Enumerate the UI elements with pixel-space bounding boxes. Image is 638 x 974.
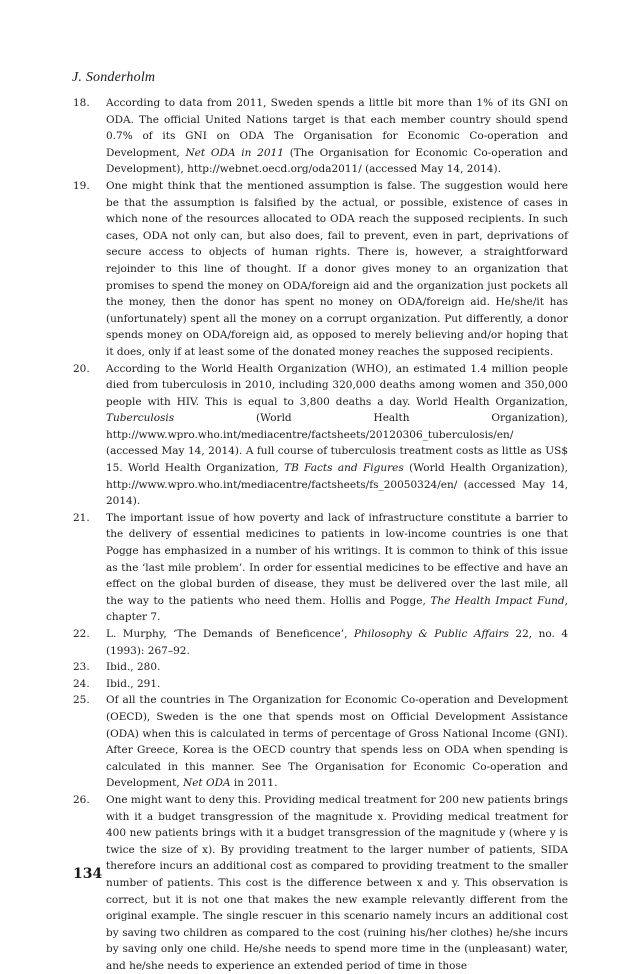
page-number: 134 bbox=[73, 866, 103, 882]
endnote bbox=[73, 676, 568, 693]
endnote bbox=[73, 510, 568, 626]
endnote-text-segment: L. Murphy, ‘The Demands of Beneficence’, bbox=[106, 628, 354, 640]
endnote-number: 20. bbox=[73, 362, 90, 375]
endnote bbox=[73, 95, 568, 178]
endnote-number: 22. bbox=[73, 628, 90, 640]
endnote-number: 24. bbox=[73, 677, 90, 690]
endnote-text-segment: According to data from 2011, Sweden spends a little bit more than 1% of its GNI on ODA. The official United Nations target is that each member country should spend 0.7% of its GNI on ODA The Organisation for Economic Co-operation and Development, bbox=[106, 97, 568, 159]
endnote-text-segment: , chapter 7. bbox=[106, 594, 568, 624]
endnote-text-segment: One might think that the mentioned assumption is false. The suggestion would here be that the assumption is falsified by the actual, or possible, existence of cases in which none of the resources allocated to ODA reach the supposed recipients. In such cases, ODA not only can, but also does, fail to prevent, even in part, deprivations of secure access to objects of human rights. There is, however, a straightforward rejoinder to this line of thought. If a donor gives money to an organization that promises to spend the money on ODA/foreign aid and the organization just pockets all the money, then the donor has spent no money on ODA/foreign aid. He/she/it has (unfortunately) spent all the money on a corrupt organization. Put differently, a donor spends money on ODA/foreign aid, as opposed to merely believing and/or hoping that it does, only if at least some of the donated money reaches the supposed recipients. bbox=[106, 179, 568, 358]
endnote-text-segment: (The Organisation for Economic Co-operation and Development), http://webnet.oecd.org/oda2011/ (accessed May 14, 2014). bbox=[106, 146, 568, 176]
endnote-number: 21. bbox=[73, 511, 90, 524]
endnote-text bbox=[106, 694, 568, 789]
endnote-text-segment: (World Health Organization), http://www.wpro.who.int/mediacentre/factsheets/fs_20050324/en/ (accessed May 14, 2014). bbox=[106, 462, 568, 508]
endnote-italic-segment: The Health Impact Fund bbox=[430, 594, 565, 607]
endnote-text-segment: Of all the countries in The Organization for Economic Co-operation and Development (OECD), Sweden is the one that spends most on Official Development Assistance (ODA) when this is calculated in terms of percentage of Gross National Income (GNI). After Greece, Korea is the OECD country that spends less on ODA when spending is calculated in this manner. See The Organisation for Economic Co-operation and Development, bbox=[106, 694, 568, 790]
endnote bbox=[73, 361, 568, 510]
endnote-text bbox=[106, 512, 568, 624]
endnote-italic-segment: Net ODA in 2011 bbox=[185, 146, 284, 159]
endnote-number: 25. bbox=[73, 694, 90, 707]
endnote-text-segment: (World Health Organization), http://www.wpro.who.int/mediacentre/factsheets/20120306_tuberculosis/en/ (accessed May 14, 2014). A full course of tuberculosis treatment costs as little as US$ 15. World Health Organization, bbox=[106, 412, 568, 475]
endnote-italic-segment: Net ODA bbox=[183, 777, 231, 790]
endnote-text bbox=[106, 794, 568, 972]
endnotes-list bbox=[73, 95, 568, 974]
endnote-text-segment: in 2011. bbox=[230, 777, 278, 790]
endnote-text bbox=[106, 661, 160, 673]
endnote bbox=[73, 659, 568, 676]
endnote-text-segment: 22, no. 4 (1993): 267–92. bbox=[106, 628, 569, 657]
endnote-italic-segment: TB Facts and Figures bbox=[284, 462, 404, 475]
endnote bbox=[73, 178, 568, 361]
endnote-number: 18. bbox=[73, 97, 90, 109]
endnote-text bbox=[106, 97, 568, 175]
endnote-text-segment: Ibid., 280. bbox=[106, 661, 161, 674]
endnote-text-segment: The important issue of how poverty and lack of infrastructure constitute a barrier to the delivery of essential medicines to patients in low-income countries is one that Pogge has emphasized in a number of his writings. It is common to think of this issue as the ‘last mile problem’. In order for essential medicines to be effective and have an effect on the global burden of disease, they must be delivered over the last mile, all the way to the patients who need them. Hollis and Pogge, bbox=[106, 511, 568, 607]
running-head: J. Sonderholm bbox=[72, 70, 156, 85]
endnote-number: 26. bbox=[73, 793, 90, 806]
endnote bbox=[73, 692, 568, 792]
endnote-number: 23. bbox=[73, 661, 90, 674]
endnote-text-segment: One might want to deny this. Providing medical treatment for 200 new patients brings with it a budget transgression of the magnitude x. Providing medical treatment for 400 new patients brings with it a budget transgression of the magnitude y (where y is twice the size of x). By providing treatment to the larger number of patients, SIDA therefore incurs an additional cost as compared to providing treatment to the smaller number of patients. This cost is the difference between x and y. This observation is correct, but it is not one that makes the new example relevantly different from the original example. The single rescuer in this scenario namely incurs an additional cost by saving two children as compared to the cost (ruining his/her clothes) he/she incurs by saving only one child. He/she needs to spend more time in the (unpleasant) water, and he/she needs to experience an extended period of time in those bbox=[106, 793, 568, 972]
endnote-text bbox=[106, 363, 568, 508]
endnote-text bbox=[106, 678, 160, 690]
endnote bbox=[73, 792, 568, 974]
endnote bbox=[73, 626, 568, 659]
endnote-text bbox=[106, 628, 568, 657]
endnote-text bbox=[106, 180, 568, 358]
endnote-italic-segment: Tuberculosis bbox=[106, 412, 175, 425]
endnote-text-segment: Ibid., 291. bbox=[106, 677, 161, 690]
endnote-text-segment: According to the World Health Organization (WHO), an estimated 1.4 million people died from tuberculosis in 2010, including 320,000 deaths among women and 350,000 people with HIV. This is equal to 3,800 deaths a day. World Health Organization, bbox=[106, 362, 568, 408]
endnote-number: 19. bbox=[73, 179, 90, 192]
endnote-italic-segment: Philosophy & Public Affairs bbox=[353, 628, 509, 640]
